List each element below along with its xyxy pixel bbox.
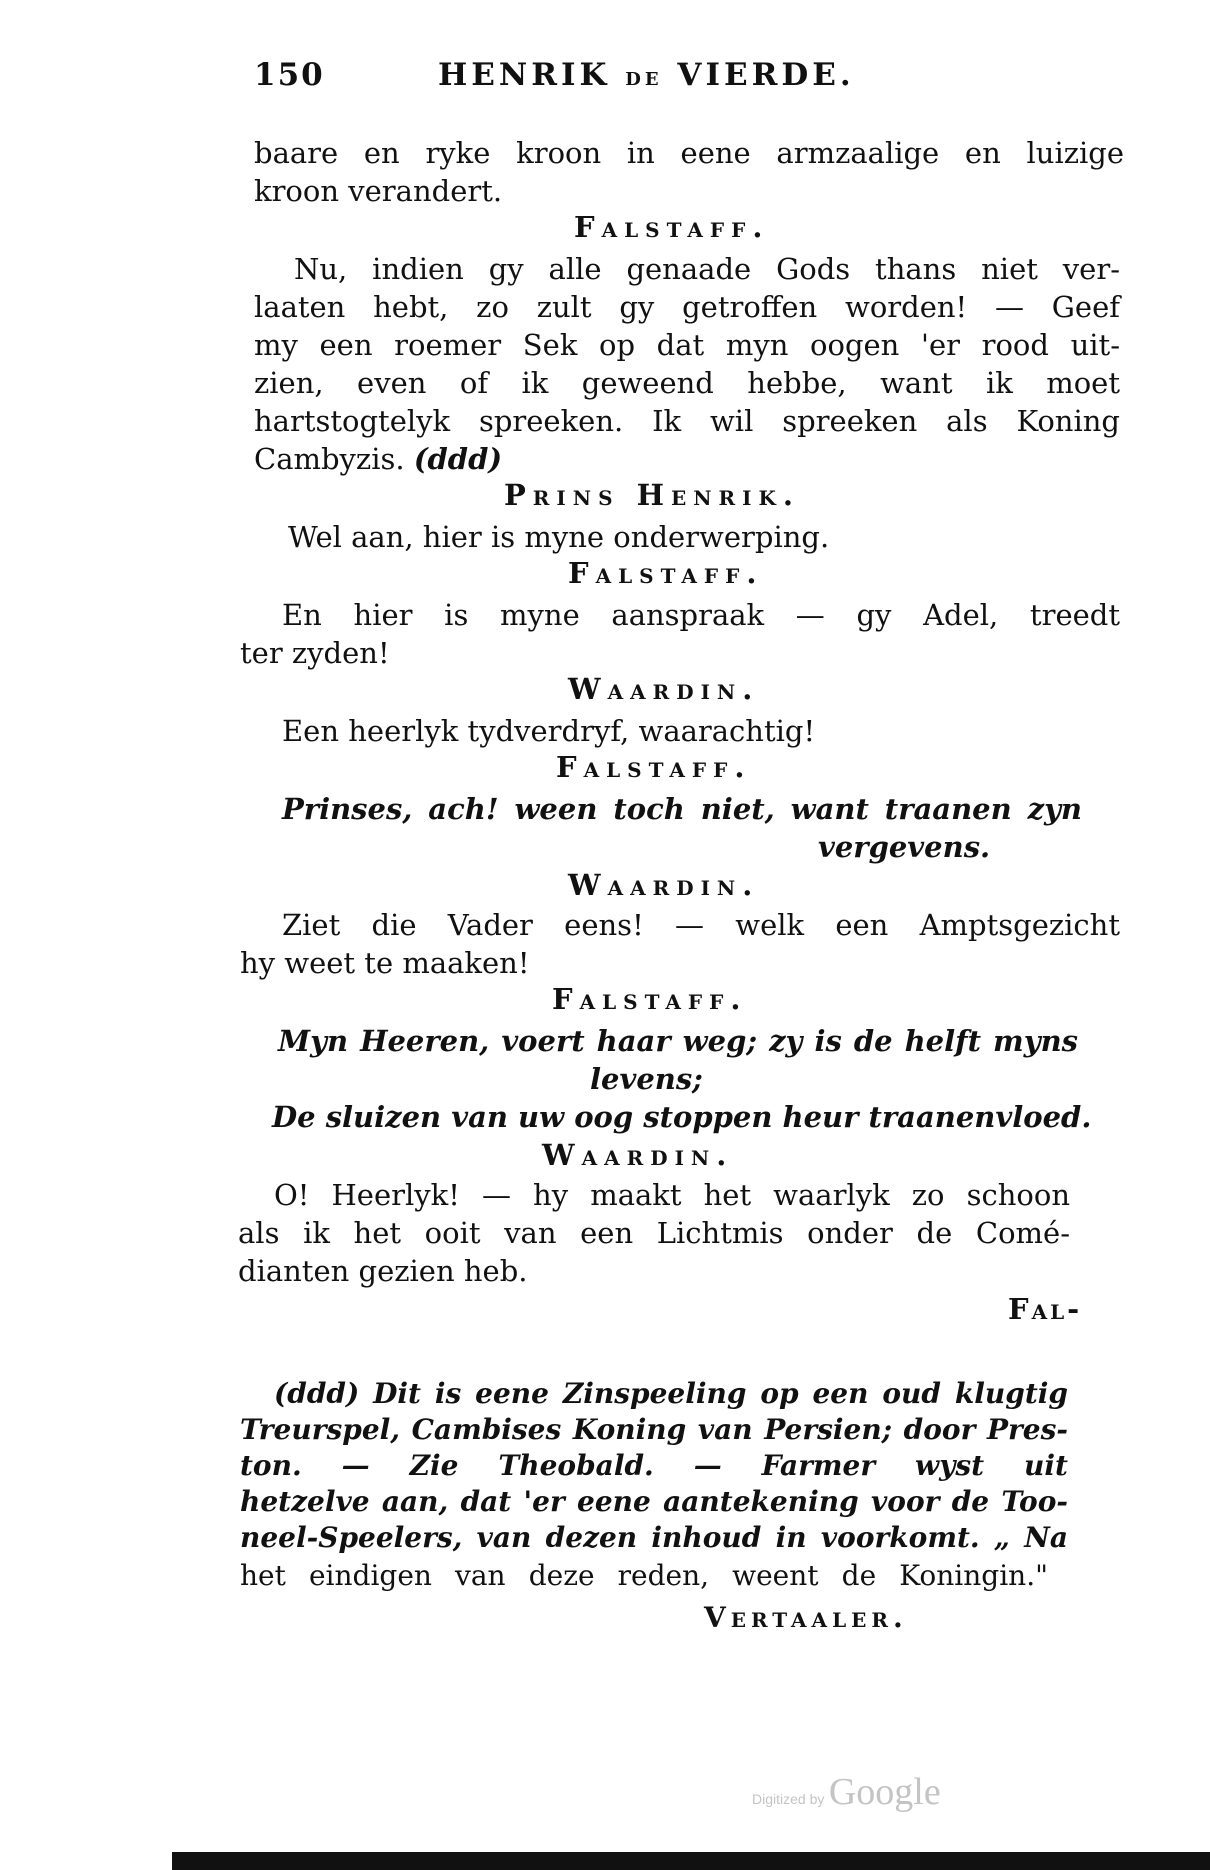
text-line — [254, 442, 502, 476]
verse-line: levens; — [590, 1062, 703, 1096]
verse-line: Myn Heeren, voert haar weg; zy is de helft myns — [278, 1024, 1078, 1058]
translator-signature: Vertaaler. — [704, 1601, 908, 1634]
text-line: Ziet die Vader eens! — welk een Amptsgezicht — [282, 908, 1120, 942]
page-number: 150 — [254, 57, 325, 93]
speaker-name: Falstaff. — [556, 750, 752, 784]
text-line: baare en ryke kroon in eene armzaalige en luizige — [254, 136, 1124, 170]
text-line: kroon verandert. — [254, 174, 503, 208]
speaker-name: Waardin. — [568, 672, 760, 706]
text-line: O! Heerlyk! — hy maakt het waarlyk zo schoon — [274, 1178, 1070, 1212]
text-span: Cambyzis. — [254, 442, 405, 476]
watermark-prefix: Digitized by — [752, 1791, 825, 1807]
speaker-name: Falstaff. — [552, 982, 748, 1016]
speaker-name: Falstaff. — [568, 556, 764, 590]
footnote-line: ton. — Zie Theobald. — Farmer wyst uit — [240, 1449, 1068, 1482]
digitized-watermark — [752, 1770, 941, 1814]
footnote-line: hetzelve aan, dat 'er eene aantekening voor de Too- — [240, 1485, 1068, 1518]
text-line: Nu, indien gy alle genaade Gods thans niet ver- — [294, 252, 1120, 286]
verse-line: Prinses, ach! ween toch niet, want traanen zyn — [282, 792, 1082, 826]
running-title-henrik: HENRIK — [438, 57, 611, 93]
footnote-line: neel-Speelers, van dezen inhoud in voorkomt. „ Na — [240, 1521, 1068, 1554]
speaker-name: Waardin. — [568, 868, 760, 902]
text-line: hartstogtelyk spreeken. Ik wil spreeken als Koning — [254, 404, 1120, 438]
text-line: Wel aan, hier is myne onderwerping. — [288, 520, 830, 554]
scan-edge — [172, 1852, 1210, 1870]
speaker-name: Falstaff. — [574, 210, 770, 244]
verse-line: De sluizen van uw oog stoppen heur traanenvloed. — [272, 1100, 1092, 1134]
catchword: Fal- — [1008, 1292, 1083, 1326]
text-line: my een roemer Sek op dat myn oogen 'er rood uit- — [254, 328, 1120, 362]
running-title — [438, 58, 855, 97]
speaker-name: Prins Henrik. — [504, 478, 800, 512]
running-title-vierde: VIERDE. — [677, 57, 855, 93]
speaker-name: Waardin. — [542, 1138, 734, 1172]
footnote-line: het eindigen van deze reden, weent de Koningin." — [240, 1559, 1048, 1592]
google-logo: Google — [828, 1771, 941, 1813]
note-reference: (ddd) — [413, 442, 503, 476]
text-line: laaten hebt, zo zult gy getroffen worden! — Geef — [254, 290, 1120, 324]
text-line: En hier is myne aanspraak — gy Adel, treedt — [282, 598, 1120, 632]
text-line: dianten gezien heb. — [238, 1254, 528, 1288]
footnote-line: Treurspel, Cambises Koning van Persien; door Pres- — [240, 1413, 1068, 1446]
verse-line: vergevens. — [818, 830, 991, 864]
running-title-de: DE — [625, 69, 663, 90]
text-line: ter zyden! — [240, 636, 390, 670]
text-line: hy weet te maaken! — [240, 946, 530, 980]
text-line: Een heerlyk tydverdryf, waarachtig! — [282, 714, 816, 748]
text-line: als ik het ooit van een Lichtmis onder de Comé- — [238, 1216, 1070, 1250]
text-line: zien, even of ik geweend hebbe, want ik moet — [254, 366, 1120, 400]
footnote-line: (ddd) Dit is eene Zinspeeling op een oud klugtig — [274, 1377, 1068, 1410]
